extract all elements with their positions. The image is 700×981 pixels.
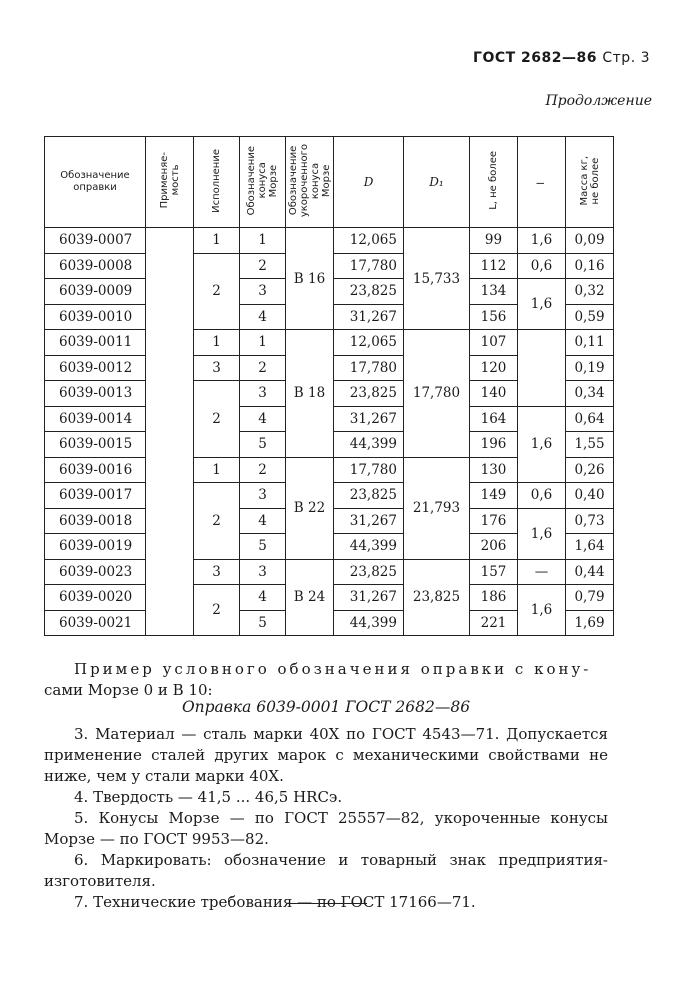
cell-morse: 3 (240, 559, 286, 585)
cell-designation: 6039-0018 (45, 508, 146, 534)
cell-mass: 0,16 (566, 253, 614, 279)
cell-d: 23,825 (334, 559, 404, 585)
cell-version: 2 (194, 381, 240, 458)
cell-mass: 0,44 (566, 559, 614, 585)
cell-mass: 0,40 (566, 483, 614, 509)
cell-designation: 6039-0021 (45, 610, 146, 636)
cell-designation: 6039-0020 (45, 585, 146, 611)
cell-d: 12,065 (334, 228, 404, 254)
cell-l-small: 1,6 (518, 585, 566, 636)
cell-d: 44,399 (334, 534, 404, 560)
cell-designation: 6039-0009 (45, 279, 146, 305)
requirement-item: 6. Маркировать: обозначение и товарный знак предприятия-изготовителя. (44, 851, 608, 890)
cell-l: 156 (470, 304, 518, 330)
col-applicability: Применяе- мость (146, 137, 194, 228)
cell-l: 196 (470, 432, 518, 458)
cell-mass: 0,79 (566, 585, 614, 611)
col-version: Исполнение (194, 137, 240, 228)
cell-version: 1 (194, 457, 240, 483)
cell-designation: 6039-0015 (45, 432, 146, 458)
cell-version: 2 (194, 585, 240, 636)
requirement-item: 7. Технические требования — по ГОСТ 17166—71. (74, 893, 476, 911)
cell-mass: 0,32 (566, 279, 614, 305)
example-intro-line2: сами Морзе 0 и В 10: (44, 681, 213, 699)
cell-d: 23,825 (334, 279, 404, 305)
col-l-small: l (518, 137, 566, 228)
cell-mass: 0,64 (566, 406, 614, 432)
cell-designation: 6039-0023 (45, 559, 146, 585)
cell-l: 120 (470, 355, 518, 381)
requirement-item: 3. Материал — сталь марки 40Х по ГОСТ 4543—71. Допускается применение сталей других марок с механическими свойствами не ниже, чем у стали марки 40Х. (44, 725, 608, 785)
cell-version: 3 (194, 355, 240, 381)
gost-number: ГОСТ 2682—86 (473, 50, 597, 66)
cell-designation: 6039-0008 (45, 253, 146, 279)
cell-morse: 2 (240, 253, 286, 279)
cell-version: 2 (194, 483, 240, 560)
cell-d1: 23,825 (404, 559, 470, 636)
col-short-morse: Обозначение укороченного конуса Морзе (286, 137, 334, 228)
cell-morse: 4 (240, 508, 286, 534)
cell-morse: 3 (240, 279, 286, 305)
cell-l: 157 (470, 559, 518, 585)
example-designation: Оправка 6039-0001 ГОСТ 2682—86 (181, 698, 471, 716)
cell-l-small (518, 330, 566, 407)
cell-version: 2 (194, 253, 240, 330)
cell-l: 176 (470, 508, 518, 534)
cell-d: 31,267 (334, 406, 404, 432)
cell-morse: 1 (240, 228, 286, 254)
cell-l-small: 1,6 (518, 406, 566, 483)
cell-l: 221 (470, 610, 518, 636)
cell-d1: 17,780 (404, 330, 470, 458)
cell-l: 164 (470, 406, 518, 432)
cell-d: 31,267 (334, 304, 404, 330)
cell-mass: 0,26 (566, 457, 614, 483)
example-intro-line1: Пример условного обозначения оправки с кону- (74, 660, 592, 678)
cell-d: 31,267 (334, 508, 404, 534)
cell-designation: 6039-0011 (45, 330, 146, 356)
cell-morse: 4 (240, 406, 286, 432)
requirement-item: 5. Конусы Морзе — по ГОСТ 25557—82, укороченные конусы Морзе — по ГОСТ 9953—82. (44, 809, 608, 848)
cell-morse: 3 (240, 483, 286, 509)
cell-morse: 4 (240, 585, 286, 611)
cell-l: 107 (470, 330, 518, 356)
cell-mass: 0,59 (566, 304, 614, 330)
cell-d: 31,267 (334, 585, 404, 611)
cell-morse: 2 (240, 457, 286, 483)
end-rule (287, 903, 367, 904)
cell-version: 1 (194, 228, 240, 254)
cell-morse: 4 (240, 304, 286, 330)
cell-applicability (146, 228, 194, 636)
table-row (45, 330, 614, 356)
cell-morse: 3 (240, 381, 286, 407)
cell-short-morse: В 22 (286, 457, 334, 559)
table-row (45, 559, 614, 585)
cell-mass: 1,64 (566, 534, 614, 560)
col-d1: D₁ (404, 137, 470, 228)
cell-l-small: 1,6 (518, 228, 566, 254)
cell-l: 130 (470, 457, 518, 483)
page-number: Стр. 3 (602, 50, 650, 66)
col-d: D (334, 137, 404, 228)
cell-l-small: — (518, 559, 566, 585)
col-l: L, не более (470, 137, 518, 228)
table-header-row (45, 137, 614, 228)
cell-short-morse: В 16 (286, 228, 334, 330)
cell-morse: 2 (240, 355, 286, 381)
cell-d: 12,065 (334, 330, 404, 356)
cell-designation: 6039-0017 (45, 483, 146, 509)
cell-designation: 6039-0013 (45, 381, 146, 407)
cell-designation: 6039-0016 (45, 457, 146, 483)
cell-designation: 6039-0019 (45, 534, 146, 560)
cell-mass: 0,09 (566, 228, 614, 254)
cell-d: 17,780 (334, 355, 404, 381)
cell-morse: 5 (240, 432, 286, 458)
cell-d: 44,399 (334, 432, 404, 458)
cell-l: 140 (470, 381, 518, 407)
cell-l: 149 (470, 483, 518, 509)
mandrel-table (44, 136, 614, 636)
table-row (45, 228, 614, 254)
cell-designation: 6039-0012 (45, 355, 146, 381)
cell-morse: 5 (240, 534, 286, 560)
col-morse: Обозначение конуса Морзе (240, 137, 286, 228)
cell-mass: 1,55 (566, 432, 614, 458)
page-header (473, 50, 650, 66)
cell-l: 112 (470, 253, 518, 279)
cell-d: 23,825 (334, 483, 404, 509)
cell-l: 186 (470, 585, 518, 611)
cell-l-small: 1,6 (518, 508, 566, 559)
cell-version: 1 (194, 330, 240, 356)
cell-d: 23,825 (334, 381, 404, 407)
cell-mass: 0,34 (566, 381, 614, 407)
cell-l-small: 0,6 (518, 483, 566, 509)
cell-mass: 0,73 (566, 508, 614, 534)
col-mass: Масса кг, не более (566, 137, 614, 228)
cell-mass: 0,19 (566, 355, 614, 381)
cell-short-morse: В 18 (286, 330, 334, 458)
cell-d1: 21,793 (404, 457, 470, 559)
cell-l-small: 0,6 (518, 253, 566, 279)
cell-d: 17,780 (334, 457, 404, 483)
cell-version: 3 (194, 559, 240, 585)
col-designation: Обозначение оправки (45, 137, 146, 228)
continuation-label: Продолжение (545, 93, 652, 109)
cell-d: 17,780 (334, 253, 404, 279)
cell-designation: 6039-0010 (45, 304, 146, 330)
cell-morse: 5 (240, 610, 286, 636)
cell-d1: 15,733 (404, 228, 470, 330)
cell-l: 206 (470, 534, 518, 560)
requirements-list (44, 724, 608, 913)
cell-l: 99 (470, 228, 518, 254)
cell-d: 44,399 (334, 610, 404, 636)
requirement-item: 4. Твердость — 41,5 ... 46,5 HRCэ. (74, 788, 343, 806)
cell-short-morse: В 24 (286, 559, 334, 636)
cell-l-small: 1,6 (518, 279, 566, 330)
cell-designation: 6039-0007 (45, 228, 146, 254)
cell-mass: 1,69 (566, 610, 614, 636)
cell-l: 134 (470, 279, 518, 305)
cell-morse: 1 (240, 330, 286, 356)
cell-mass: 0,11 (566, 330, 614, 356)
cell-designation: 6039-0014 (45, 406, 146, 432)
